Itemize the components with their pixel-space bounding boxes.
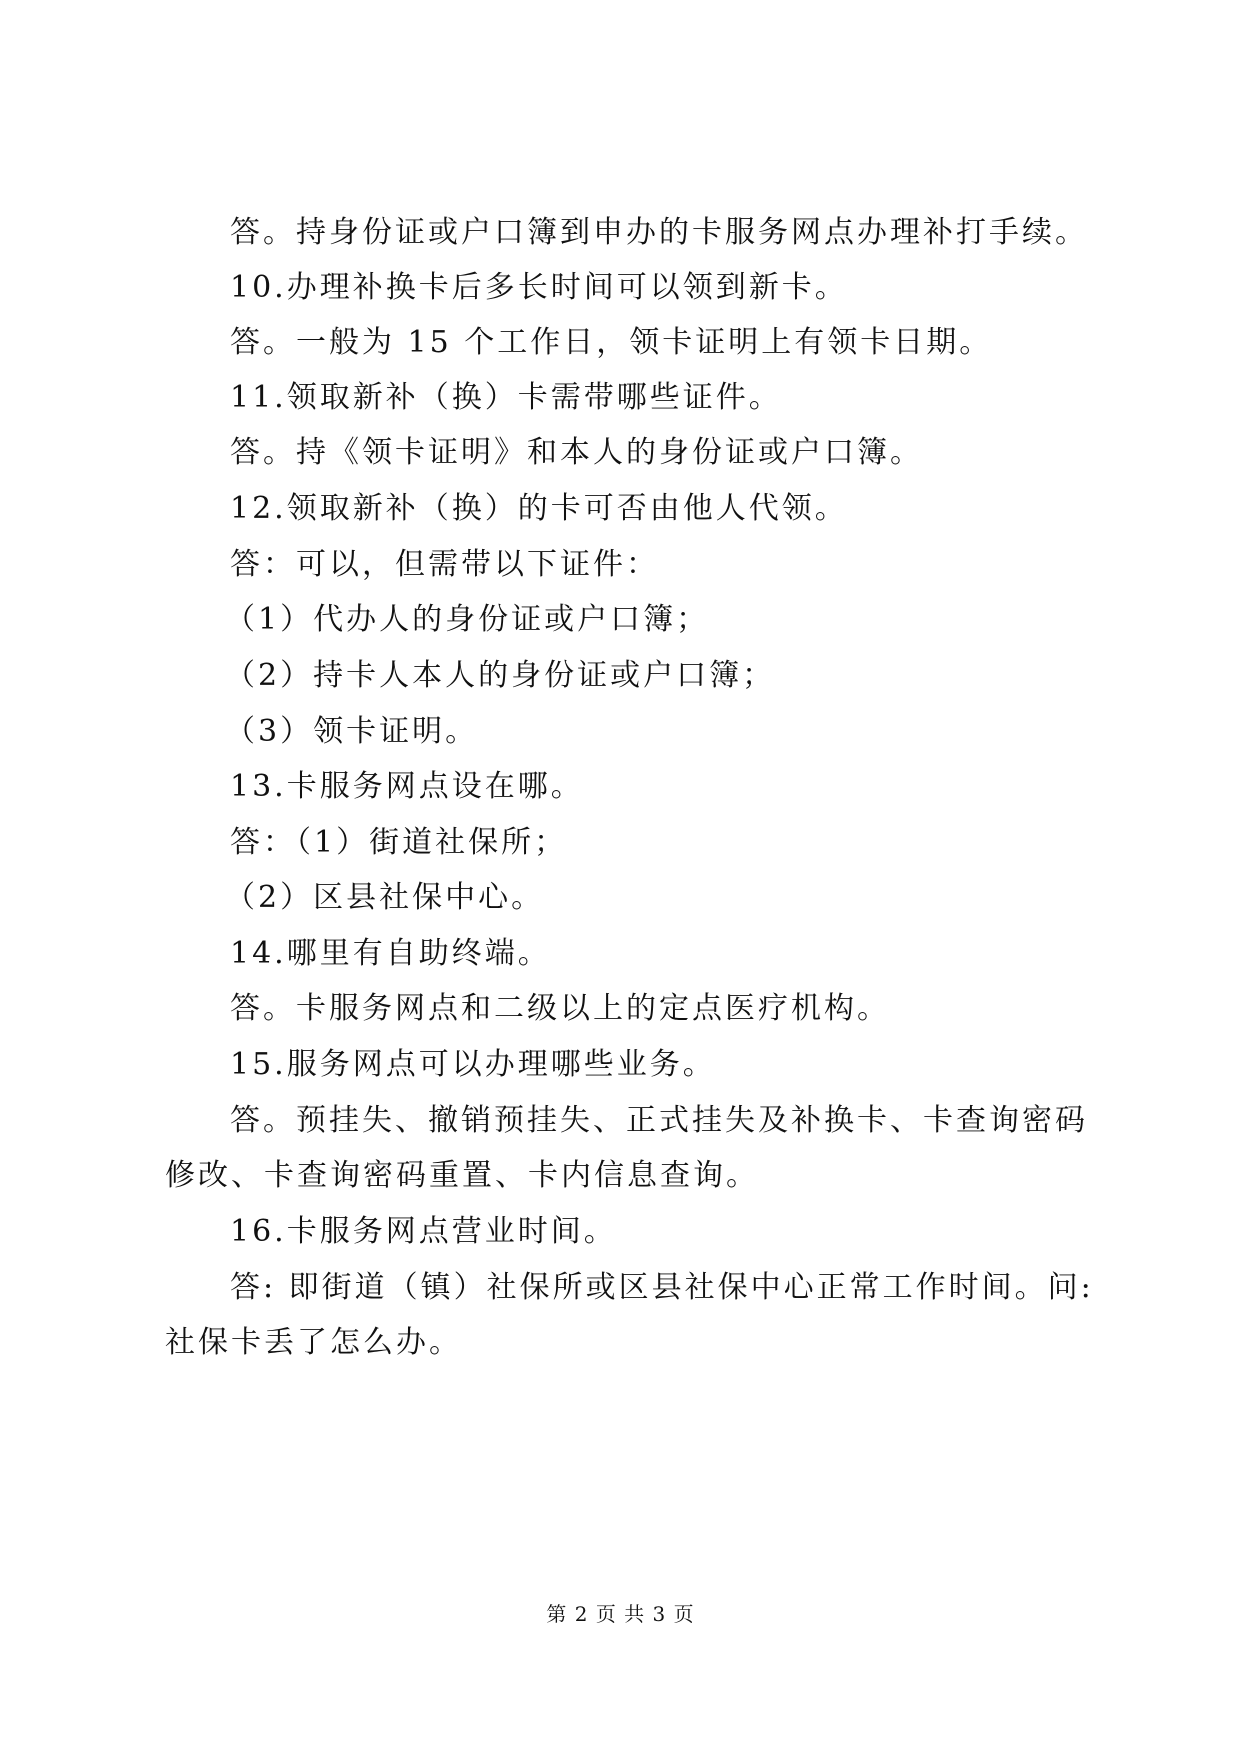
- question-16: 16.卡服务网点营业时间。: [230, 1214, 617, 1249]
- answer-16-line-2: 社保卡丢了怎么办。: [165, 1325, 462, 1360]
- page-footer: 第 2 页 共 3 页: [546, 1602, 695, 1626]
- answer-13-item-1: 答：（1）街道社保所；: [230, 825, 568, 860]
- answer-14: 答。卡服务网点和二级以上的定点医疗机构。: [230, 991, 890, 1026]
- answer-12: 答：可以，但需带以下证件：: [230, 547, 659, 582]
- answer-13-item-2: （2）区县社保中心。: [225, 880, 545, 915]
- answer-12-item-3: （3）领卡证明。: [225, 714, 479, 749]
- answer-15-line-2: 修改、卡查询密码重置、卡内信息查询。: [165, 1158, 759, 1193]
- answer-12-item-2: （2）持卡人本人的身份证或户口簿；: [225, 658, 776, 693]
- answer-10: 答。一般为 15 个工作日，领卡证明上有领卡日期。: [230, 325, 993, 360]
- answer-9: 答。持身份证或户口簿到申办的卡服务网点办理补打手续。: [230, 215, 1088, 250]
- answer-12-item-1: （1）代办人的身份证或户口簿；: [225, 602, 710, 637]
- answer-15-line-1: 答。预挂失、撤销预挂失、正式挂失及补换卡、卡查询密码: [230, 1103, 1088, 1138]
- question-13: 13.卡服务网点设在哪。: [230, 769, 584, 804]
- question-11: 11.领取新补（换）卡需带哪些证件。: [230, 380, 782, 415]
- answer-16-line-1: 答: 即街道（镇）社保所或区县社保中心正常工作时间。问:: [230, 1270, 1094, 1305]
- question-14: 14.哪里有自助终端。: [230, 936, 551, 971]
- answer-11: 答。持《领卡证明》和本人的身份证或户口簿。: [230, 435, 923, 470]
- question-15: 15.服务网点可以办理哪些业务。: [230, 1047, 716, 1082]
- question-12: 12.领取新补（换）的卡可否由他人代领。: [230, 491, 848, 526]
- question-10: 10.办理补换卡后多长时间可以领到新卡。: [230, 270, 848, 305]
